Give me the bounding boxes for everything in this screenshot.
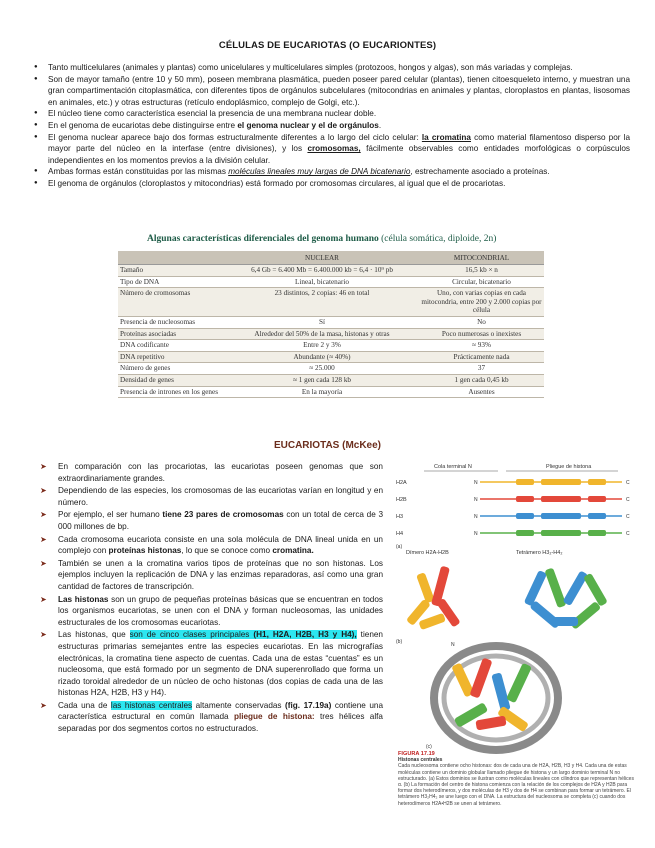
table-cell-label: DNA codificante (118, 340, 225, 352)
dna-superhelix (434, 646, 558, 750)
helix-segment (516, 479, 534, 485)
label-n: N (474, 514, 478, 520)
label-c: C (626, 480, 630, 486)
histone-rows (396, 479, 630, 537)
helix-segment (541, 530, 581, 536)
helix (475, 715, 506, 730)
table-cell-nuclear: 6,4 Gb = 6.400 Mb = 6.400.000 kb = 6,4 · 10⁹ pb (225, 265, 419, 277)
histone-row-label: H4 (396, 531, 404, 537)
genome-table (118, 251, 544, 398)
table-cell-mito: Poco numerosas o inexistes (419, 328, 544, 340)
list-item: ● El genoma nuclear aparece bajo dos formas estructuralmente diferentes a lo largo del ciclo celular: la cromatina como material filamentoso disperso por la mayor parte del núcleo en la interfase (entre divisiones), y los cromosomas, fácilmente observables como entidades morfológicas o corpúsculos independientes en los momentos previos a la división celular. (34, 132, 630, 167)
helix-segment (516, 496, 534, 502)
label-c: C (626, 497, 630, 503)
helix-segment (541, 479, 581, 485)
helix (544, 567, 566, 608)
section-title: EUCARIOTAS (McKee) (273, 440, 382, 451)
table-cell-label: Número de cromosomas (118, 288, 225, 317)
table-cell-label: Tamaño (118, 265, 225, 277)
table-title: Algunas características diferenciales del genoma humano (célula somática, diploide, 2n) (147, 234, 497, 244)
helix-segment (588, 496, 606, 502)
table-header-empty (118, 251, 225, 265)
helix-segment (516, 513, 534, 519)
table-cell-mito: 16,5 kb × n (419, 265, 544, 277)
table-cell-mito: Circular, bicatenario (419, 276, 544, 288)
dimer-structure (406, 566, 461, 648)
page-title: CÉLULAS DE EUCARIOTAS (O EUCARIONTES) (218, 40, 437, 51)
list-item: ➤ También se unen a la cromatina varios tipos de proteínas que no son histonas. Los ejemplos incluyen la replicación de DNA y las enzimas reparadoras, así como una gran cantidad de factores de transcripción. (38, 558, 383, 593)
table-header-mito: MITOCONDRIAL (419, 251, 544, 265)
table-row (118, 328, 544, 340)
table-cell-nuclear: ≈ 25.000 (225, 363, 419, 375)
helix-segment (588, 530, 606, 536)
list-item: ➤ Las histonas son un grupo de pequeñas proteínas básicas que se encuentran en todos los organismos eucariotas, se unen con el DNA y forman nucleosomas, las unidades estructurales de los cromosomas eucariotas. (38, 594, 383, 629)
helix (583, 573, 608, 607)
tetramer-structure (524, 567, 608, 629)
label-dimer: Dímero H2A-H2B (406, 550, 449, 556)
table-body (118, 265, 544, 398)
helix (469, 657, 492, 698)
table-cell-label: Presencia de intrones en los genes (118, 386, 225, 398)
helix (524, 570, 547, 606)
table-cell-label: Proteínas asociadas (118, 328, 225, 340)
helix (491, 672, 510, 711)
table-row (118, 374, 544, 386)
table-cell-nuclear: En la mayoría (225, 386, 419, 398)
nucleosome-structure (434, 646, 558, 750)
highlight: las histonas centrales (110, 700, 193, 710)
caption-text: Cada nucleosoma contiene ocho histonas: dos de cada una de H2A, H2B, H3 y H4. Cada una de estas moléculas contiene un dominio globular llamado pliegue de histona y un largo dominio terminal N no estructurado. (a) Estos dominios se ilustran como moléculas lineales con cilindros que representan hélices α. (b) La formación del centro de histona comienza con la relación de los complejos de H2A y H2B para formar dos heterodímeros, y dos moléculas de H3 y dos de H4 se combinan para formar un tetrámero. El tetrámero H3₂H4₂ se une luego con el DNA. La estructura del nucleosoma se completa (c) cuando dos heterodímeros H2A•H2B se unen al tetrámero. (398, 763, 634, 807)
table-row (118, 316, 544, 328)
list-item: ● Tanto multicelulares (animales y plantas) como unicelulares y multicelulares simples (protozoos, hongos y algas), son más variadas y complejas. (34, 62, 630, 74)
table-cell-mito: ≈ 93% (419, 340, 544, 352)
table-cell-nuclear: Abundante (≈ 40%) (225, 351, 419, 363)
table-cell-mito: No (419, 316, 544, 328)
table-cell-label: Número de genes (118, 363, 225, 375)
mckee-list (38, 461, 383, 736)
label-n: N (451, 642, 455, 648)
table-cell-nuclear: Sí (225, 316, 419, 328)
helix-segment (541, 513, 581, 519)
term-cromatina: la cromatina (421, 132, 471, 142)
label-c: C (626, 514, 630, 520)
label-n: N (474, 531, 478, 537)
table-row (118, 276, 544, 288)
table-header-nuclear: NUCLEAR (225, 251, 419, 265)
table-cell-mito: Prácticamente nada (419, 351, 544, 363)
table-row (118, 265, 544, 277)
label-c: C (626, 531, 630, 537)
helix-segment (588, 513, 606, 519)
list-item: ➤ En comparación con las procariotas, las eucariotas poseen genomas que son extraordinariamente grandes. (38, 461, 383, 484)
label-c: (c) (426, 744, 432, 750)
table-cell-label: DNA repetitivo (118, 351, 225, 363)
label-b: (b) (396, 639, 403, 645)
helix-segment (588, 479, 606, 485)
helix (418, 613, 446, 630)
helix (552, 617, 578, 626)
histone-row-label: H2B (396, 497, 407, 503)
table-cell-mito: Uno, con varias copias en cada mitocondria, entre 200 y 2.000 copias por célula (419, 288, 544, 317)
list-item: ➤ Las histonas, que son de cinco clases principales (H1, H2A, H2B, H3 y H4), tienen estructuras primarias semejantes entre las especies eucariotas. En las micrografías electrónicas, la cromatina tiene aspecto de cuentas. Cada una de estas “cuentas” es un nucleosoma, que está formado por un segmento de DNA superenrollado que forma un rizado toroidal alrededor de un núcleo de ocho histonas (dos copias de cada una de las histonas H2A, H2B, H3 y H4). (38, 629, 383, 699)
list-item: ● El genoma de orgánulos (cloroplastos y mitocondrias) está formado por cromosomas circulares, al igual que el de procariotas. (34, 178, 630, 190)
caption-number: FIGURA 17.19 (398, 751, 435, 757)
highlight: (H1, H2A, H2B, H3 y H4), (253, 630, 357, 640)
table-cell-nuclear: Entre 2 y 3% (225, 340, 419, 352)
table-row (118, 288, 544, 317)
table-cell-label: Densidad de genes (118, 374, 225, 386)
list-item: ➤ Dependiendo de las especies, los cromosomas de las eucariotas varían en longitud y en número. (38, 485, 383, 508)
label-tail: Cola terminal N (434, 464, 472, 470)
caption-title: Histonas centrales (398, 757, 443, 764)
figure-caption (398, 751, 638, 807)
table-cell-mito: 37 (419, 363, 544, 375)
helix-segment (516, 530, 534, 536)
highlight: son de cinco clases principales (129, 630, 254, 640)
table-cell-mito: Ausentes (419, 386, 544, 398)
list-item: ● El núcleo tiene como característica esencial la presencia de una membrana nuclear doble. (34, 108, 630, 120)
label-a: (a) (396, 544, 403, 550)
list-item: ● Son de mayor tamaño (entre 10 y 50 mm), poseen membrana plasmática, pueden poseer pared celular (plantas), tienen citoesqueleto interno, y muestran una gran compartimentación citoplasmática, con diferentes tipos de orgánulos subcelulares (mitocondrias en animales y plantas, cloroplastos en plantas, lisosomas en animales, etc.) y otras estructuras (retículo endoplásmico, complejo de Golgi, etc.). (34, 74, 630, 109)
list-item: ➤ Cada cromosoma eucariota consiste en una sola molécula de DNA lineal unida en un complejo con proteínas histonas, lo que se conoce como cromatina. (38, 534, 383, 557)
table-cell-label: Presencia de nucleosomas (118, 316, 225, 328)
table-cell-label: Tipo de DNA (118, 276, 225, 288)
label-n: N (474, 497, 478, 503)
list-item: ● En el genoma de eucariotas debe distinguirse entre el genoma nuclear y el de orgánulos. (34, 120, 630, 132)
table-cell-nuclear: Lineal, bicatenario (225, 276, 419, 288)
table-row (118, 363, 544, 375)
list-item: ● Ambas formas están constituidas por las mismas moléculas lineales muy largas de DNA bicatenario, estrechamente asociado a proteínas. (34, 166, 630, 178)
table-cell-nuclear: 23 distintos, 2 copias: 46 en total (225, 288, 419, 317)
term-cromosomas: cromosomas, (307, 144, 361, 154)
intro-bullet-list (34, 62, 630, 190)
table-row (118, 340, 544, 352)
table-cell-nuclear: ≈ 1 gen cada 128 kb (225, 374, 419, 386)
list-item: ➤ Cada una de las histonas centrales altamente conservadas (fig. 17.19a) contiene una característica estructural en común llamada pliegue de histona: tres hélices alfa separadas por dos segmentos cortos no estructurados. (38, 700, 383, 735)
table-row (118, 351, 544, 363)
helix (563, 570, 589, 606)
table-row (118, 386, 544, 398)
table-cell-mito: 1 gen cada 0,45 kb (419, 374, 544, 386)
helix (506, 663, 532, 703)
table-cell-nuclear: Alrededor del 50% de la masa, histonas y otras (225, 328, 419, 340)
histone-row-label: H3 (396, 514, 404, 520)
helix (416, 572, 435, 603)
list-item: ➤ Por ejemplo, el ser humano tiene 23 pares de cromosomas con un total de cerca de 3 000 millones de bp. (38, 509, 383, 532)
label-tetramer: Tetrámero H3₂-H4₂ (516, 550, 563, 556)
helix-segment (541, 496, 581, 502)
label-n: N (474, 480, 478, 486)
label-fold: Pliegue de histona (546, 464, 592, 470)
histone-row-label: H2A (396, 480, 407, 486)
